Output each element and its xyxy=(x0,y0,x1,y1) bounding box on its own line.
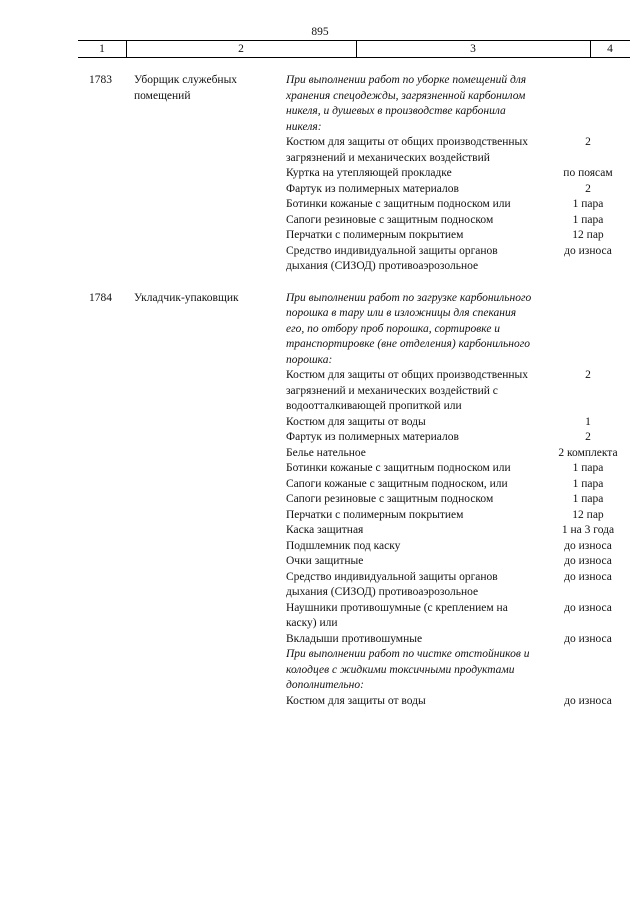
ppe-item: Костюм для защиты от общих производственных загрязнений и механических воздействий xyxy=(286,136,528,164)
issue-norm: 2 xyxy=(585,136,591,148)
work-condition: При выполнении работ по уборке помещений для хранения спецодежды, загрязненной карбонилом никеля, и душевых в производстве карбонила никеля: xyxy=(286,74,527,133)
ppe-item: Перчатки с полимерным покрытием xyxy=(286,508,464,521)
entry-number: 1784 xyxy=(89,291,112,304)
issue-norm: 1 пара xyxy=(572,477,604,490)
header-col-2: 2 xyxy=(126,41,357,57)
issue-norm: 2 комплекта xyxy=(558,446,618,459)
occupation-name: Уборщик служебных помещений xyxy=(134,74,238,102)
issue-norm: 2 xyxy=(585,369,591,381)
issue-norm: до износа xyxy=(564,694,612,707)
entry-block xyxy=(0,291,640,710)
ppe-item: Костюм для защиты от воды xyxy=(286,415,426,428)
entry-number: 1783 xyxy=(89,74,112,86)
ppe-item: Каска защитная xyxy=(286,524,364,536)
issue-norm: 12 пар xyxy=(572,229,604,241)
ppe-item: Костюм для защиты от общих производственных загрязнений и механических воздействий с водоотталкивающей пропиткой или xyxy=(286,369,528,412)
ppe-item: Сапоги кожаные с защитным подноском, или xyxy=(286,477,508,490)
occupation-name: Укладчик-упаковщик xyxy=(134,291,239,304)
ppe-item: Наушники противошумные (с креплением на каску) или xyxy=(286,601,508,629)
ppe-item: Сапоги резиновые с защитным подноском xyxy=(286,213,494,226)
ppe-item: Вкладыши противошумные xyxy=(286,632,423,645)
issue-norm: до износа xyxy=(564,539,612,552)
issue-norm: до износа xyxy=(564,555,612,567)
header-col-1: 1 xyxy=(78,41,127,57)
entry-block xyxy=(0,73,640,275)
ppe-item: Куртка на утепляющей прокладке xyxy=(286,167,452,179)
ppe-item: Ботинки кожаные с защитным подноском или xyxy=(286,198,511,210)
table-header xyxy=(78,40,630,58)
work-condition: При выполнении работ по чистке отстойников и колодцев с жидкими токсичными продуктами дополнительно: xyxy=(286,648,530,691)
issue-norm: 1 xyxy=(585,415,591,428)
header-col-3: 3 xyxy=(356,41,591,57)
ppe-item: Белье нательное xyxy=(286,446,366,459)
issue-norm: по поясам xyxy=(563,167,613,179)
ppe-item: Фартук из полимерных материалов xyxy=(286,431,459,443)
issue-norm: до износа xyxy=(564,632,612,645)
ppe-item: Подшлемник под каску xyxy=(286,539,401,552)
table-body xyxy=(0,73,640,709)
issue-norm: 1 на 3 года xyxy=(561,524,615,536)
ppe-item: Средство индивидуальной защиты органов дыхания (СИЗОД) противоаэрозольное xyxy=(286,244,498,272)
issue-norm: до износа xyxy=(564,601,612,614)
ppe-item: Фартук из полимерных материалов xyxy=(286,182,459,195)
issue-norm: 1 пара xyxy=(572,493,604,505)
issue-norm: 1 пара xyxy=(572,462,604,474)
header-col-4: 4 xyxy=(607,43,613,55)
issue-norm: до износа xyxy=(564,570,612,583)
issue-norm: до износа xyxy=(564,244,612,257)
ppe-item: Очки защитные xyxy=(286,555,364,567)
issue-norm: 1 пара xyxy=(572,213,604,226)
ppe-item: Костюм для защиты от воды xyxy=(286,694,426,707)
page-number: 895 xyxy=(311,26,329,38)
ppe-item: Ботинки кожаные с защитным подноском или xyxy=(286,462,511,474)
issue-norm: 12 пар xyxy=(572,508,604,521)
ppe-item: Перчатки с полимерным покрытием xyxy=(286,229,464,241)
ppe-item: Сапоги резиновые с защитным подноском xyxy=(286,493,494,505)
work-condition: При выполнении работ по загрузке карбонильного порошка в тару или в изложницы для спекания его, по отбору проб порошка, сортировке и транспортировке (вне отделения) карбонильного порошка: xyxy=(286,291,532,366)
issue-norm: 1 пара xyxy=(572,198,604,210)
ppe-item: Средство индивидуальной защиты органов дыхания (СИЗОД) противоаэрозольное xyxy=(286,570,498,598)
issue-norm: 2 xyxy=(585,431,591,443)
issue-norm: 2 xyxy=(585,182,591,195)
